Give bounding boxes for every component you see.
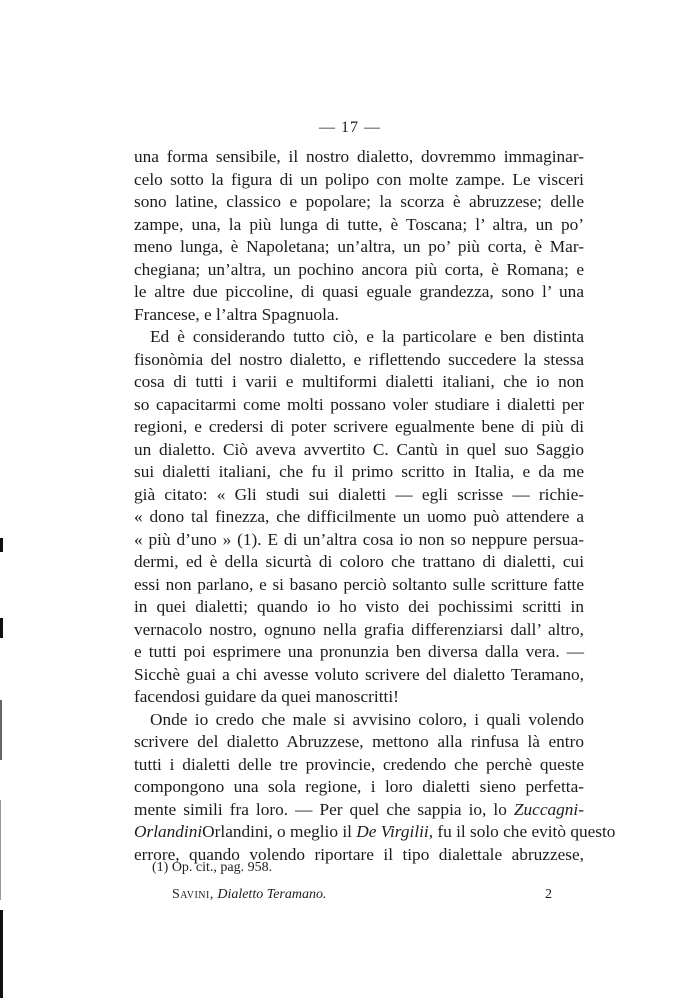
text-line: una forma sensibile, il nostro dialetto, dovremmo immaginar-: [134, 147, 584, 166]
signature-mark: 2: [545, 887, 552, 902]
text-line: regioni, e credersi di poter scrivere egualmente bene di più di: [134, 417, 584, 436]
text-line: le altre due piccoline, di quasi eguale grandezza, sono l’ una: [134, 282, 584, 301]
text-line: cosa di tutti i varii e multiformi dialetti italiani, che io non: [134, 372, 584, 391]
text-fragment: Orlandini, o meglio il: [202, 822, 357, 841]
book-title: Dialetto Teramano.: [217, 887, 327, 902]
text-line: Sicchè guai a chi avesse voluto scrivere del dialetto Teramano,: [134, 664, 584, 684]
text-line: meno lunga, è Napoletana; un’altra, un po’ più corta, è Mar-: [134, 237, 584, 256]
text-line: dermi, ed è della sicurtà di coloro che trattano di dialetti, cui: [134, 552, 584, 571]
footnote: (1) Op. cit., pag. 958.: [152, 860, 273, 875]
text-line: compongono una sola regione, i loro dialetti sieno perfetta-: [134, 777, 584, 796]
page-number: — 17 —: [319, 119, 381, 136]
text-line: sui dialetti italiani, che fu il primo scritto in Italia, e da me: [134, 462, 584, 481]
binding-edge-mark: [0, 618, 3, 638]
text-line: zampe, una, la più lunga di tutte, è Toscana; l’ altra, un po’: [134, 214, 584, 234]
emphasis-name: Orlandini: [134, 822, 203, 841]
text-line: già citato: « Gli studi sui dialetti — egli scrisse — richie-: [134, 484, 584, 504]
text-line: Francese, e l’altra Spagnuola.: [134, 304, 339, 324]
text-line: so capacitarmi come molti possano voler studiare i dialetti per: [134, 394, 584, 414]
text-line: essi non parlano, e si basano perciò soltanto sulle scritture fatte: [134, 574, 584, 594]
author-name: Savini,: [172, 887, 214, 902]
text-line: sono latine, classico e popolare; la scorza è abruzzese; delle: [134, 192, 584, 211]
text-line: « dono tal finezza, che difficilmente un uomo può attendere a: [134, 507, 584, 526]
text-line: tutti i dialetti delle tre provincie, credendo che perchè queste: [134, 754, 584, 774]
binding-edge-mark: [0, 538, 3, 552]
text-fragment: , fu il solo che evitò questo: [428, 822, 616, 841]
text-line: Ed è considerando tutto ciò, e la particolare e ben distinta: [150, 327, 584, 346]
binding-edge-mark: [0, 700, 2, 760]
text-line: « più d’uno » (1). E di un’altra cosa io non so neppure persua-: [134, 529, 584, 549]
running-foot: [172, 885, 552, 905]
text-line: errore, quando volendo riportare il tipo dialettale abruzzese,: [134, 844, 584, 864]
emphasis-name: Zuccagni-: [513, 799, 584, 819]
text-line: fisonòmia del nostro dialetto, e riflettendo succedere la stessa: [134, 349, 584, 369]
text-line: un dialetto. Ciò aveva avvertito C. Cantù in quel suo Saggio: [134, 439, 584, 459]
body-text: [134, 146, 616, 866]
text-line: Onde io credo che male si avvisino coloro, i quali volendo: [150, 709, 584, 729]
text-fragment: mente simili fra loro. — Per quel che sappia io, lo: [134, 799, 514, 819]
text-line: vernacolo nostro, ognuno nella grafia differenziarsi dall’ altro,: [134, 619, 584, 639]
text-line: chegiana; un’altra, un pochino ancora più corta, è Romana; e: [134, 259, 584, 279]
text-line: facendosi guidare da quei manoscritti!: [134, 687, 399, 706]
text-line: [134, 821, 616, 844]
text-line: celo sotto la figura di un polipo con molte zampe. Le visceri: [134, 169, 584, 189]
text-line: scrivere del dialetto Abruzzese, mettono alla rinfusa là entro: [134, 732, 584, 751]
binding-edge-mark: [0, 800, 1, 900]
text-line: e tutti poi esprimere una pronunzia ben diversa dalla vera. —: [134, 642, 584, 661]
binding-edge-mark: [0, 910, 3, 998]
text-line: in quei dialetti; quando io ho visto dei pochissimi scritti in: [134, 597, 584, 616]
text-line: [134, 799, 584, 822]
emphasis-name: De Virgilii: [356, 822, 429, 841]
